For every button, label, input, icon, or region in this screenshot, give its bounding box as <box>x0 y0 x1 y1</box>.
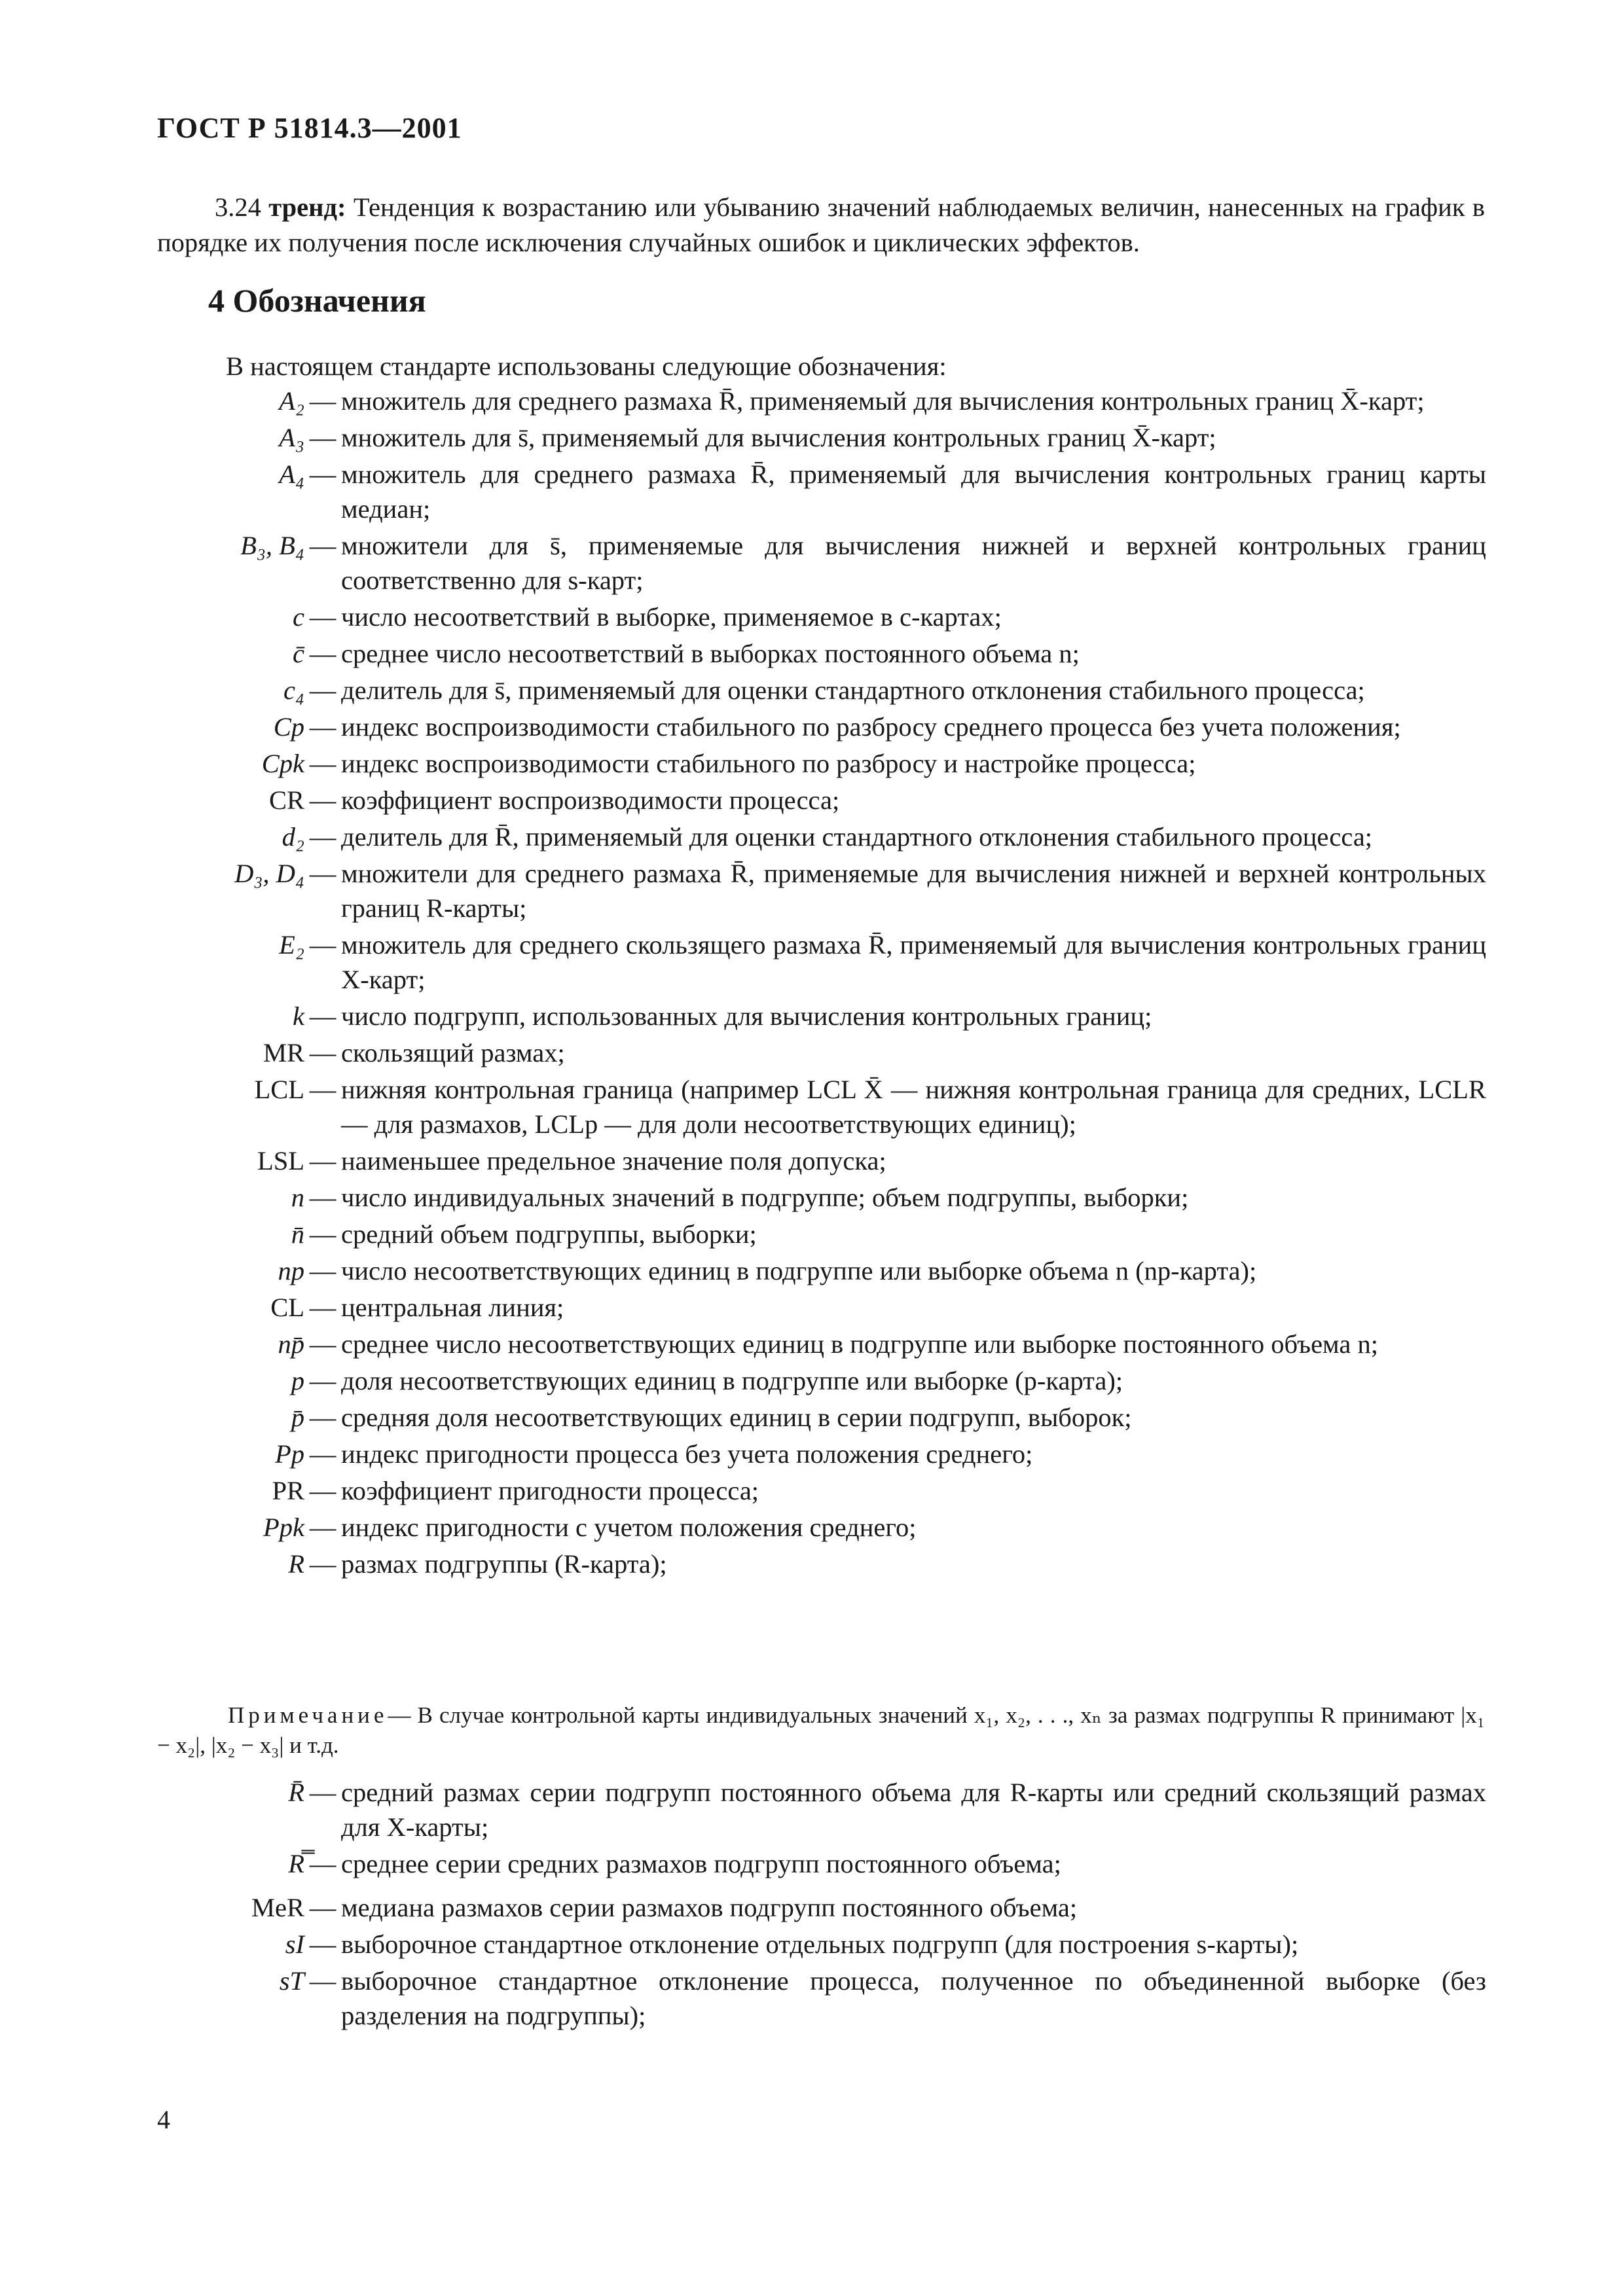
definition-text: индекс воспроизводимости стабильного по разбросу и настройке процесса; <box>341 749 1196 778</box>
clause-term: тренд: <box>268 192 346 222</box>
dash: — <box>309 423 337 452</box>
section-title: 4 Обозначения <box>208 282 426 319</box>
definition-item <box>131 1846 1486 1881</box>
clause-3-24 <box>157 190 1485 260</box>
dash: — <box>309 1893 337 1922</box>
dash: — <box>309 1476 337 1505</box>
definition-text: индекс пригодности процесса без учета положения среднего; <box>341 1439 1033 1469</box>
dash: — <box>309 1549 337 1579</box>
definition-item <box>131 927 1486 997</box>
definition-item <box>131 856 1486 925</box>
dash: — <box>309 1778 337 1807</box>
definition-text: множитель для среднего скользящего размаха R̄, применяемый для вычисления контрольных границ X-карт; <box>341 930 1486 994</box>
dash: — <box>309 1293 337 1322</box>
dash: — <box>309 712 337 742</box>
definition-text: индекс воспроизводимости стабильного по разбросу среднего процесса без учета положения; <box>341 712 1401 742</box>
definition-symbol: np <box>278 1256 304 1285</box>
definition-text: множитель для среднего размаха R̄, применяемый для вычисления контрольных границ карты медиан; <box>341 459 1486 524</box>
definition-symbol: n̄ <box>291 1219 304 1249</box>
dash: — <box>309 639 337 668</box>
definition-text: множители для среднего размаха R̄, применяемые для вычисления нижней и верхней контрольных границ R-карты; <box>341 859 1486 923</box>
definition-symbol: c̄ <box>293 639 304 668</box>
definition-text: нижняя контрольная граница (например LCL X̄ — нижняя контрольная граница для средних, LCLR — для размахов, LCLp — для доли несоответствующих единиц); <box>341 1075 1486 1139</box>
dash: — <box>309 1146 337 1175</box>
definition-item <box>131 1290 1486 1325</box>
dash: — <box>309 531 337 560</box>
definition-symbol: d₂ <box>282 822 304 852</box>
definition-symbol: R̄ <box>288 1778 304 1807</box>
definition-text: множитель для s̄, применяемый для вычисления контрольных границ X̄-карт; <box>341 423 1216 452</box>
definition-item <box>131 528 1486 598</box>
definition-text: множитель для среднего размаха R̄, применяемый для вычисления контрольных границ X̄-карт; <box>341 386 1425 416</box>
dash: — <box>309 1849 337 1878</box>
definition-item <box>131 1890 1486 1925</box>
definition-text: наименьшее предельное значение поля допуска; <box>341 1146 886 1175</box>
definition-item <box>131 1547 1486 1581</box>
definition-item <box>131 1143 1486 1178</box>
definition-item <box>131 420 1486 455</box>
definition-symbol: R̿ <box>288 1849 304 1878</box>
definition-symbol: PR <box>272 1476 304 1505</box>
definition-text: коэффициент воспроизводимости процесса; <box>341 785 840 815</box>
definition-text: средняя доля несоответствующих единиц в серии подгрупп, выборок; <box>341 1403 1132 1432</box>
definition-symbol: Pp <box>275 1439 304 1469</box>
definition-item <box>131 384 1486 418</box>
definition-item <box>131 1400 1486 1435</box>
definition-symbol: k <box>293 1001 304 1031</box>
note-block <box>157 1700 1485 1761</box>
definition-item <box>131 819 1486 854</box>
definition-item <box>131 1927 1486 1962</box>
definition-symbol: LSL <box>257 1146 304 1175</box>
definition-symbol: R <box>288 1549 304 1579</box>
definition-symbol: c <box>293 602 304 632</box>
definition-symbol: CR <box>268 785 304 815</box>
note-label: Примечание <box>228 1702 388 1728</box>
definition-text: число несоответствующих единиц в подгруппе или выборке объема n (np-карта); <box>341 1256 1257 1285</box>
dash: — <box>309 822 337 852</box>
definition-text: выборочное стандартное отклонение процесса, полученное по объединенной выборке (без разделения на подгруппы); <box>341 1966 1486 2030</box>
definition-text: средний размах серии подгрупп постоянного объема для R-карты или средний скользящий размах для X-карты; <box>341 1778 1486 1842</box>
definition-symbol: B₃, B₄ <box>240 531 304 560</box>
dash: — <box>309 785 337 815</box>
dash: — <box>309 1219 337 1249</box>
definition-item <box>131 1363 1486 1398</box>
definition-item <box>131 999 1486 1033</box>
definition-text: доля несоответствующих единиц в подгруппе или выборке (p-карта); <box>341 1366 1123 1395</box>
dash: — <box>309 459 337 489</box>
definition-item <box>131 636 1486 671</box>
definition-text: среднее число несоответствий в выборках постоянного объема n; <box>341 639 1080 668</box>
dash: — <box>309 1329 337 1359</box>
clause-number: 3.24 <box>215 192 261 222</box>
definition-item <box>131 1217 1486 1251</box>
dash: — <box>309 386 337 416</box>
definition-symbol: A₂ <box>279 386 304 416</box>
note-text: — В случае контрольной карты индивидуальных значений x₁, x₂, . . ., xₙ за размах подгруппы R принимают |x₁ − x₂|, |x₂ − x₃| и т.д. <box>157 1702 1485 1758</box>
dash: — <box>309 1075 337 1104</box>
dash: — <box>309 930 337 960</box>
dash: — <box>309 1929 337 1959</box>
definitions-list <box>131 384 1486 1583</box>
dash: — <box>309 1513 337 1542</box>
definition-symbol: Cpk <box>261 749 304 778</box>
definition-item <box>131 709 1486 744</box>
definition-text: делитель для R̄, применяемый для оценки стандартного отклонения стабильного процесса; <box>341 822 1373 852</box>
definition-text: число подгрупп, использованных для вычисления контрольных границ; <box>341 1001 1152 1031</box>
definition-text: делитель для s̄, применяемый для оценки стандартного отклонения стабильного процесса; <box>341 675 1365 705</box>
definition-text: средний объем подгруппы, выборки; <box>341 1219 757 1249</box>
dash: — <box>309 1038 337 1067</box>
definition-item <box>131 1253 1486 1288</box>
dash: — <box>309 749 337 778</box>
definition-symbol: Cp <box>273 712 304 742</box>
dash: — <box>309 1183 337 1212</box>
definition-item <box>131 1437 1486 1471</box>
definition-text: индекс пригодности с учетом положения среднего; <box>341 1513 917 1542</box>
definition-symbol: np̄ <box>278 1329 304 1359</box>
definition-text: скользящий размах; <box>341 1038 565 1067</box>
definition-text: выборочное стандартное отклонение отдельных подгрупп (для построения s-карты); <box>341 1929 1299 1959</box>
definition-text: медиана размахов серии размахов подгрупп постоянного объема; <box>341 1893 1078 1922</box>
dash: — <box>309 675 337 705</box>
definition-text: среднее серии средних размахов подгрупп постоянного объема; <box>341 1849 1061 1878</box>
definition-symbol: p̄ <box>291 1403 304 1432</box>
definition-text: множители для s̄, применяемые для вычисления нижней и верхней контрольных границ соответственно для s-карт; <box>341 531 1486 595</box>
definition-item <box>131 1964 1486 2033</box>
definition-symbol: MeR <box>251 1893 304 1922</box>
definition-item <box>131 673 1486 708</box>
definition-symbol: D₃, D₄ <box>234 859 304 888</box>
definition-symbol: p <box>291 1366 304 1395</box>
definition-text: размах подгруппы (R-карта); <box>341 1549 667 1579</box>
definition-symbol: c₄ <box>283 675 304 705</box>
definition-item <box>131 457 1486 526</box>
definition-symbol: sI <box>285 1929 304 1959</box>
definition-item <box>131 746 1486 781</box>
dash: — <box>309 602 337 632</box>
dash: — <box>309 1966 337 1996</box>
definitions-list-continued <box>131 1775 1486 2035</box>
definition-text: коэффициент пригодности процесса; <box>341 1476 759 1505</box>
definition-symbol: Ppk <box>263 1513 304 1542</box>
dash: — <box>309 1256 337 1285</box>
definition-symbol: E₂ <box>279 930 304 960</box>
definition-symbol: n <box>291 1183 304 1212</box>
dash: — <box>309 1366 337 1395</box>
definition-item <box>131 600 1486 634</box>
clause-text: Тенденция к возрастанию или убыванию значений наблюдаемых величин, нанесенных на график в порядке их получения после исключения случайных ошибок и циклических эффектов. <box>157 192 1486 257</box>
dash: — <box>309 1439 337 1469</box>
definition-item <box>131 1327 1486 1361</box>
definition-symbol: A₄ <box>279 459 304 489</box>
definition-item <box>131 1035 1486 1070</box>
page-number: 4 <box>157 2105 170 2134</box>
dash: — <box>309 859 337 888</box>
dash: — <box>309 1403 337 1432</box>
definition-item <box>131 1180 1486 1215</box>
definition-text: число индивидуальных значений в подгруппе; объем подгруппы, выборки; <box>341 1183 1189 1212</box>
definition-text: число несоответствий в выборке, применяемое в c-картах; <box>341 602 1002 632</box>
definition-symbol: LCL <box>254 1075 304 1104</box>
definition-item <box>131 1775 1486 1844</box>
definition-symbol: CL <box>270 1293 304 1322</box>
document-header: ГОСТ Р 51814.3—2001 <box>157 112 462 144</box>
definition-symbol: MR <box>263 1038 304 1067</box>
definition-text: среднее число несоответствующих единиц в подгруппе или выборке постоянного объема n; <box>341 1329 1379 1359</box>
definition-item <box>131 1072 1486 1141</box>
definition-item <box>131 1510 1486 1545</box>
definition-symbol: sT <box>279 1966 304 1996</box>
definition-text: центральная линия; <box>341 1293 564 1322</box>
definition-item <box>131 783 1486 817</box>
dash: — <box>309 1001 337 1031</box>
intro-text: В настоящем стандарте использованы следующие обозначения: <box>226 351 947 381</box>
definition-item <box>131 1473 1486 1508</box>
definition-symbol: A₃ <box>279 423 304 452</box>
